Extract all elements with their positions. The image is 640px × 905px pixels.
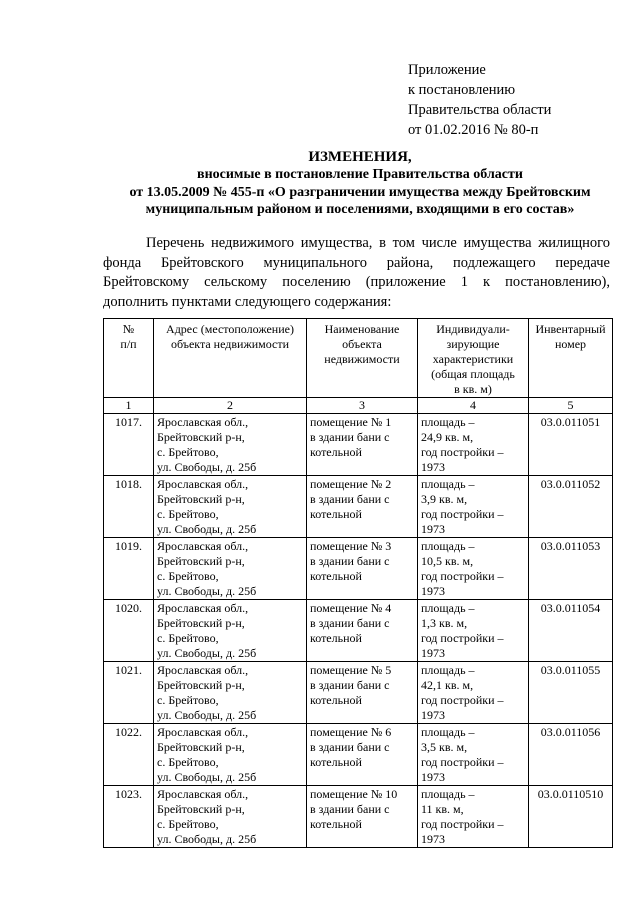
name-cell <box>307 414 418 476</box>
name-line: в здании бани с <box>310 616 390 630</box>
characteristics-line: площадь – <box>421 663 475 677</box>
address-line: Ярославская обл., <box>157 539 249 553</box>
characteristics-line: год постройки – <box>421 755 504 769</box>
row-number: 1023. <box>104 786 154 848</box>
address-cell <box>154 538 307 600</box>
inventory-number: 03.0.0110510 <box>529 786 613 848</box>
header-line: недвижимости <box>324 352 400 366</box>
column-number: 5 <box>529 398 613 414</box>
characteristics-cell <box>418 724 529 786</box>
address-line: Ярославская обл., <box>157 725 249 739</box>
name-line: в здании бани с <box>310 802 390 816</box>
characteristics-cell <box>418 538 529 600</box>
header-line: п/п <box>120 337 137 351</box>
address-line: с. Брейтово, <box>157 445 219 459</box>
characteristics-line: 1973 <box>421 584 445 598</box>
annex-line: к постановлению <box>408 82 516 98</box>
document-heading <box>95 148 625 219</box>
address-line: Брейтовский р-н, <box>157 740 245 754</box>
annex-block <box>408 60 551 140</box>
row-number: 1021. <box>104 662 154 724</box>
name-line: в здании бани с <box>310 430 390 444</box>
name-line: помещение № 3 <box>310 539 392 553</box>
header-address <box>154 319 307 398</box>
header-name <box>307 319 418 398</box>
header-line: Адрес (местоположение) <box>166 322 294 336</box>
name-line: в здании бани с <box>310 678 390 692</box>
name-line: в здании бани с <box>310 554 390 568</box>
address-line: Ярославская обл., <box>157 787 249 801</box>
heading-line: от 13.05.2009 № 455-п «О разграничении имущества между Брейтовским <box>129 184 591 200</box>
table-row <box>104 600 613 662</box>
characteristics-line: 1973 <box>421 460 445 474</box>
address-line: ул. Свободы, д. 25б <box>157 522 257 536</box>
characteristics-line: 1,3 кв. м, <box>421 616 468 630</box>
row-number: 1018. <box>104 476 154 538</box>
characteristics-cell <box>418 786 529 848</box>
name-cell <box>307 724 418 786</box>
characteristics-line: год постройки – <box>421 569 504 583</box>
address-line: Брейтовский р-н, <box>157 802 245 816</box>
characteristics-cell <box>418 414 529 476</box>
header-inventory <box>529 319 613 398</box>
name-line: котельной <box>310 569 362 583</box>
address-line: Ярославская обл., <box>157 601 249 615</box>
intro-text: Перечень недвижимого имущества, в том числе имущества жилищного фонда Брейтовского муниципального района, подлежащего передаче Брейтовскому сельскому поселению (приложение 1 к постановлению), дополнить пунктами следующего содержания: <box>103 235 610 310</box>
header-line: № <box>122 322 135 336</box>
address-line: Ярославская обл., <box>157 477 249 491</box>
characteristics-line: год постройки – <box>421 507 504 521</box>
name-line: котельной <box>310 507 362 521</box>
table-row <box>104 538 613 600</box>
header-line: объекта <box>342 337 382 351</box>
name-line: котельной <box>310 445 362 459</box>
characteristics-line: 11 кв. м, <box>421 802 464 816</box>
address-line: Брейтовский р-н, <box>157 616 245 630</box>
name-cell <box>307 662 418 724</box>
name-line: помещение № 1 <box>310 415 392 429</box>
table-row <box>104 414 613 476</box>
address-cell <box>154 476 307 538</box>
address-cell <box>154 662 307 724</box>
row-number: 1020. <box>104 600 154 662</box>
table-row <box>104 724 613 786</box>
address-line: с. Брейтово, <box>157 631 219 645</box>
column-number: 3 <box>307 398 418 414</box>
address-cell <box>154 414 307 476</box>
characteristics-line: год постройки – <box>421 445 504 459</box>
name-line: помещение № 10 <box>310 787 398 801</box>
address-line: с. Брейтово, <box>157 507 219 521</box>
address-line: Брейтовский р-н, <box>157 492 245 506</box>
characteristics-line: площадь – <box>421 477 475 491</box>
header-line: номер <box>554 337 587 351</box>
heading-line: муниципальным районом и поселениями, входящими в его состав» <box>145 202 575 217</box>
characteristics-line: площадь – <box>421 601 475 615</box>
inventory-number: 03.0.011052 <box>529 476 613 538</box>
characteristics-line: 3,5 кв. м, <box>421 740 468 754</box>
header-line: (общая площадь <box>431 367 515 381</box>
characteristics-line: 10,5 кв. м, <box>421 554 474 568</box>
characteristics-line: 1973 <box>421 832 445 846</box>
row-number: 1022. <box>104 724 154 786</box>
characteristics-line: 1973 <box>421 770 445 784</box>
name-line: в здании бани с <box>310 492 390 506</box>
header-line: характеристики <box>432 352 514 366</box>
name-line: помещение № 5 <box>310 663 392 677</box>
characteristics-line: площадь – <box>421 787 475 801</box>
header-characteristics <box>418 319 529 398</box>
header-line: Наименование <box>324 322 400 336</box>
name-cell <box>307 600 418 662</box>
annex-line: от 01.02.2016 № 80-п <box>408 122 539 138</box>
address-line: ул. Свободы, д. 25б <box>157 708 257 722</box>
characteristics-line: год постройки – <box>421 631 504 645</box>
name-line: в здании бани с <box>310 740 390 754</box>
inventory-number: 03.0.011054 <box>529 600 613 662</box>
column-number: 2 <box>154 398 307 414</box>
characteristics-line: год постройки – <box>421 693 504 707</box>
characteristics-line: 3,9 кв. м, <box>421 492 468 506</box>
name-cell <box>307 538 418 600</box>
characteristics-line: площадь – <box>421 415 475 429</box>
address-line: ул. Свободы, д. 25б <box>157 646 257 660</box>
name-line: помещение № 6 <box>310 725 392 739</box>
annex-line: Правительства области <box>408 102 552 118</box>
name-line: помещение № 2 <box>310 477 392 491</box>
name-cell <box>307 476 418 538</box>
address-cell <box>154 786 307 848</box>
heading-title: ИЗМЕНЕНИЯ, <box>308 149 412 165</box>
inventory-number: 03.0.011051 <box>529 414 613 476</box>
column-number-row <box>104 398 613 414</box>
name-line: котельной <box>310 755 362 769</box>
column-number: 4 <box>418 398 529 414</box>
intro-paragraph <box>103 234 610 312</box>
header-line: Индивидуали- <box>436 322 510 336</box>
header-line: объекта недвижимости <box>170 337 290 351</box>
characteristics-cell <box>418 662 529 724</box>
row-number: 1017. <box>104 414 154 476</box>
characteristics-cell <box>418 600 529 662</box>
address-line: ул. Свободы, д. 25б <box>157 832 257 846</box>
address-line: ул. Свободы, д. 25б <box>157 460 257 474</box>
address-line: ул. Свободы, д. 25б <box>157 770 257 784</box>
table-row <box>104 662 613 724</box>
inventory-number: 03.0.011055 <box>529 662 613 724</box>
name-line: котельной <box>310 693 362 707</box>
header-num <box>104 319 154 398</box>
characteristics-line: 1973 <box>421 646 445 660</box>
address-line: с. Брейтово, <box>157 755 219 769</box>
table-row <box>104 476 613 538</box>
header-line: Инвентарный <box>535 322 606 336</box>
address-line: Брейтовский р-н, <box>157 554 245 568</box>
table-body <box>104 414 613 848</box>
name-cell <box>307 786 418 848</box>
address-cell <box>154 724 307 786</box>
address-line: с. Брейтово, <box>157 569 219 583</box>
characteristics-line: 24,9 кв. м, <box>421 430 474 444</box>
header-line: в кв. м) <box>454 382 492 396</box>
table-row <box>104 786 613 848</box>
row-number: 1019. <box>104 538 154 600</box>
address-line: Брейтовский р-н, <box>157 430 245 444</box>
header-line: зирующие <box>446 337 500 351</box>
name-line: котельной <box>310 817 362 831</box>
characteristics-line: площадь – <box>421 539 475 553</box>
property-table <box>103 318 613 848</box>
heading-line: вносимые в постановление Правительства области <box>197 167 523 182</box>
name-line: помещение № 4 <box>310 601 392 615</box>
characteristics-line: 42,1 кв. м, <box>421 678 474 692</box>
characteristics-line: 1973 <box>421 522 445 536</box>
address-line: Ярославская обл., <box>157 415 249 429</box>
address-line: ул. Свободы, д. 25б <box>157 584 257 598</box>
address-line: с. Брейтово, <box>157 817 219 831</box>
address-cell <box>154 600 307 662</box>
inventory-number: 03.0.011056 <box>529 724 613 786</box>
characteristics-cell <box>418 476 529 538</box>
address-line: Брейтовский р-н, <box>157 678 245 692</box>
characteristics-line: площадь – <box>421 725 475 739</box>
annex-line: Приложение <box>408 62 486 78</box>
characteristics-line: 1973 <box>421 708 445 722</box>
address-line: с. Брейтово, <box>157 693 219 707</box>
table-header-row <box>104 319 613 398</box>
inventory-number: 03.0.011053 <box>529 538 613 600</box>
name-line: котельной <box>310 631 362 645</box>
address-line: Ярославская обл., <box>157 663 249 677</box>
characteristics-line: год постройки – <box>421 817 504 831</box>
column-number: 1 <box>104 398 154 414</box>
